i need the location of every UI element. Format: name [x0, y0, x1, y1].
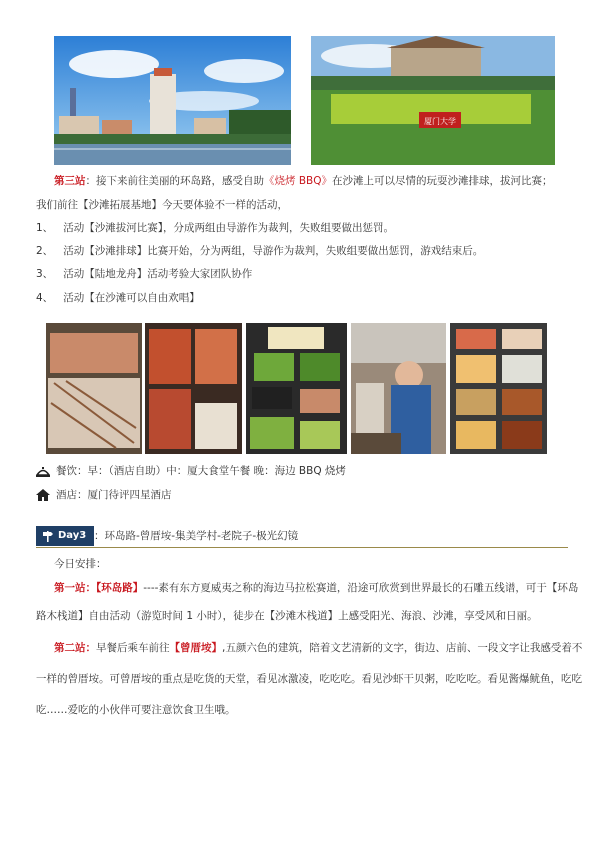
day3-stop1-line2: 路木栈道】自由活动（游览时间 1 小时），徒步在【沙滩木栈道】上感受阳光、海浪、沙滩，享受风和日丽。 [36, 610, 538, 622]
stop3-line2: 我们前往【沙滩拓展基地】今天要体验不一样的活动， [36, 199, 288, 211]
photo-bbq-tofu [450, 323, 547, 454]
group-banner-text: 厦门大学 [424, 117, 456, 126]
meal-icon [36, 466, 50, 477]
photo-bbq-skewers [145, 323, 242, 454]
signpost-icon [42, 530, 54, 542]
day3-route: ：环岛路-曾厝垵-集美学村-老院子-极光幻镜 [94, 530, 299, 542]
day3-stop2-line1: 第二站：早餐后乘车前往【曾厝垵】,五颜六色的建筑，陪着文艺清新的文字，街边、店前、一段文字让我感受着不 [54, 642, 583, 654]
photo-group-campus [311, 36, 555, 165]
schedule-label: 今日安排： [54, 558, 107, 570]
photo-campus-building [54, 36, 291, 165]
bbq-highlight: 《烧烤 BBQ》 [264, 175, 333, 187]
photo-bbq-chef [351, 323, 446, 454]
activity-item-2: 2、 活动【沙滩排球】比赛开始，分为两组，导游作为裁判，失败组要做出惩罚，游戏结束后。 [36, 245, 484, 257]
stop3-label: 第三站 [54, 175, 86, 187]
hotel-text: 酒店：厦门待评四星酒店 [56, 489, 172, 501]
day3-stop2-highlight: 【曾厝垵】 [169, 642, 222, 654]
day3-stop1-highlight: 【环岛路】 [96, 582, 144, 594]
day3-stop2-line3: 吃……爱吃的小伙伴可要注意饮食卫生哦。 [36, 704, 236, 716]
photo-bbq-squid [46, 323, 142, 454]
day3-divider [36, 547, 568, 548]
day3-stop1-label: 第一站： [54, 582, 96, 594]
day3-stop1-line1: 第一站：【环岛路】----素有东方夏威夷之称的海边马拉松赛道，沿途可欣赏到世界最长的石雕五线谱，可于【环岛 [54, 582, 579, 594]
day3-badge-label: Day3 [58, 530, 87, 541]
photo-bbq-vegetables [246, 323, 347, 454]
activity-item-1: 1、 活动【沙滩拔河比赛】，分成两组由导游作为裁判，失败组要做出惩罚。 [36, 222, 394, 234]
day3-stop2-label: 第二站： [54, 642, 96, 654]
stop3-line1: 第三站：接下来前往美丽的环岛路，感受自助《烧烤 BBQ》在沙滩上可以尽情的玩耍沙滩排球，拔河比赛； [54, 175, 553, 187]
hotel-icon [36, 489, 50, 501]
activity-item-4: 4、 活动【在沙滩可以自由欢唱】 [36, 292, 200, 304]
day3-stop2-line2: 一样的曾厝垵。可曾厝垵的重点是吃货的天堂，看见冰激凌，吃吃吃。看见沙虾干贝粥，吃吃吃。看见酱爆鱿鱼，吃吃 [36, 673, 582, 685]
day3-badge [36, 526, 94, 546]
activity-item-3: 3、 活动【陆地龙舟】活动考验大家团队协作 [36, 268, 253, 280]
meals-text: 餐饮：早：（酒店自助）中：厦大食堂午餐 晚：海边 BBQ 烧烤 [56, 465, 346, 477]
